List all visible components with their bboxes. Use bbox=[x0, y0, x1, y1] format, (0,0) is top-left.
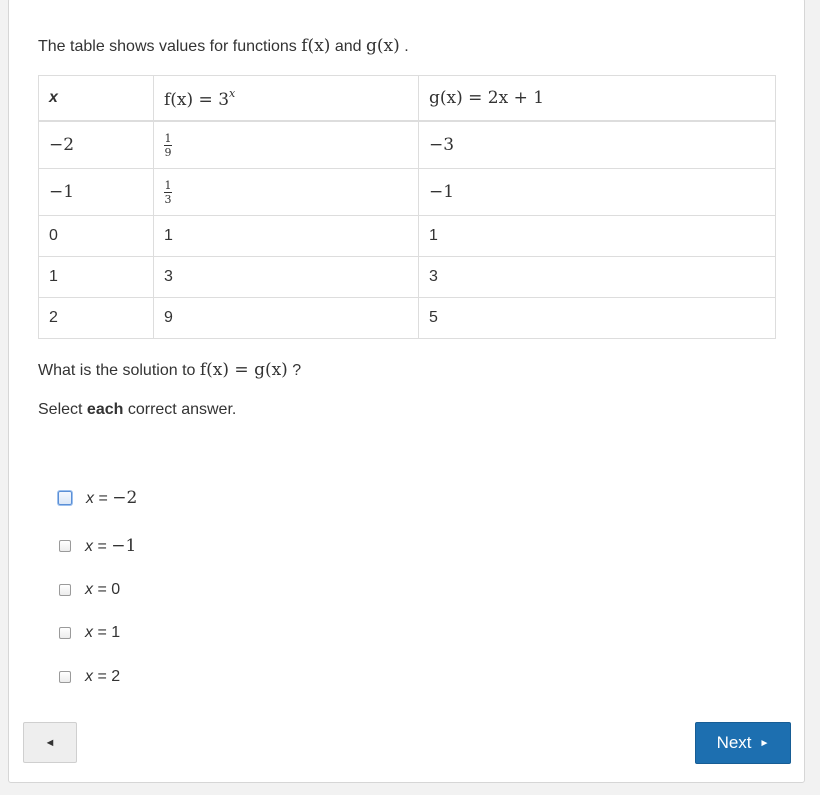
fraction: $\frac{1}{9}$ bbox=[164, 131, 172, 159]
cell-g: 3 bbox=[419, 257, 776, 298]
cell-x: 0 bbox=[39, 216, 154, 257]
intro-text bbox=[38, 34, 409, 59]
cell-x: 1 bbox=[39, 257, 154, 298]
option-label: x = 2 bbox=[85, 668, 121, 685]
table-row bbox=[39, 257, 776, 298]
intro-g-expr: g(x) bbox=[366, 36, 400, 56]
intro-connector: and bbox=[334, 38, 362, 55]
option-label: x = −1 bbox=[85, 536, 137, 556]
table-row bbox=[39, 216, 776, 257]
question-text bbox=[38, 358, 301, 383]
option-x-0[interactable] bbox=[58, 578, 120, 602]
header-g: g(x) = 2x + 1 bbox=[419, 76, 776, 122]
table-row bbox=[39, 298, 776, 339]
checkbox[interactable] bbox=[59, 540, 71, 552]
checkbox[interactable] bbox=[59, 627, 71, 639]
cell-x: −1 bbox=[39, 169, 154, 216]
cell-g: −3 bbox=[419, 121, 776, 169]
intro-text-after: . bbox=[404, 38, 409, 55]
checkbox[interactable] bbox=[59, 584, 71, 596]
table-row bbox=[39, 121, 776, 169]
values-table bbox=[38, 75, 776, 339]
next-button-label: Next bbox=[716, 733, 752, 752]
intro-f-expr: f(x) bbox=[301, 36, 331, 56]
option-x-neg2[interactable] bbox=[58, 486, 137, 510]
checkbox[interactable] bbox=[59, 671, 71, 683]
option-label: x = 1 bbox=[85, 624, 121, 641]
header-f: $f(x) = 3^x$ bbox=[154, 76, 419, 122]
back-button[interactable] bbox=[23, 722, 77, 763]
question-expr: f(x) = g(x) bbox=[199, 360, 288, 380]
table-row bbox=[39, 169, 776, 216]
checkbox[interactable] bbox=[58, 491, 72, 505]
option-x-2[interactable] bbox=[58, 665, 120, 689]
cell-f bbox=[154, 169, 419, 216]
intro-text-before: The table shows values for functions bbox=[38, 38, 297, 55]
cell-g: −1 bbox=[419, 169, 776, 216]
question-text-before: What is the solution to bbox=[38, 362, 196, 379]
cell-f: 1 bbox=[154, 216, 419, 257]
cell-x: 2 bbox=[39, 298, 154, 339]
cell-g: 5 bbox=[419, 298, 776, 339]
instruction-emphasis: each bbox=[86, 401, 124, 418]
option-label: x = 0 bbox=[85, 581, 121, 598]
option-label: x = −2 bbox=[86, 488, 138, 508]
cell-f: 9 bbox=[154, 298, 419, 339]
back-arrow-icon: ◄ bbox=[44, 736, 56, 749]
cell-x: −2 bbox=[39, 121, 154, 169]
table-header-row bbox=[39, 76, 776, 122]
question-text-after: ? bbox=[292, 362, 302, 379]
header-x: x bbox=[39, 76, 154, 122]
cell-f bbox=[154, 121, 419, 169]
instruction-text: Select each correct answer. bbox=[38, 401, 237, 418]
cell-g: 1 bbox=[419, 216, 776, 257]
option-x-neg1[interactable] bbox=[58, 534, 136, 558]
next-button[interactable] bbox=[695, 722, 791, 764]
next-arrow-icon: ► bbox=[759, 737, 770, 749]
cell-f: 3 bbox=[154, 257, 419, 298]
fraction: $\frac{1}{3}$ bbox=[164, 178, 172, 206]
option-x-1[interactable] bbox=[58, 621, 120, 645]
